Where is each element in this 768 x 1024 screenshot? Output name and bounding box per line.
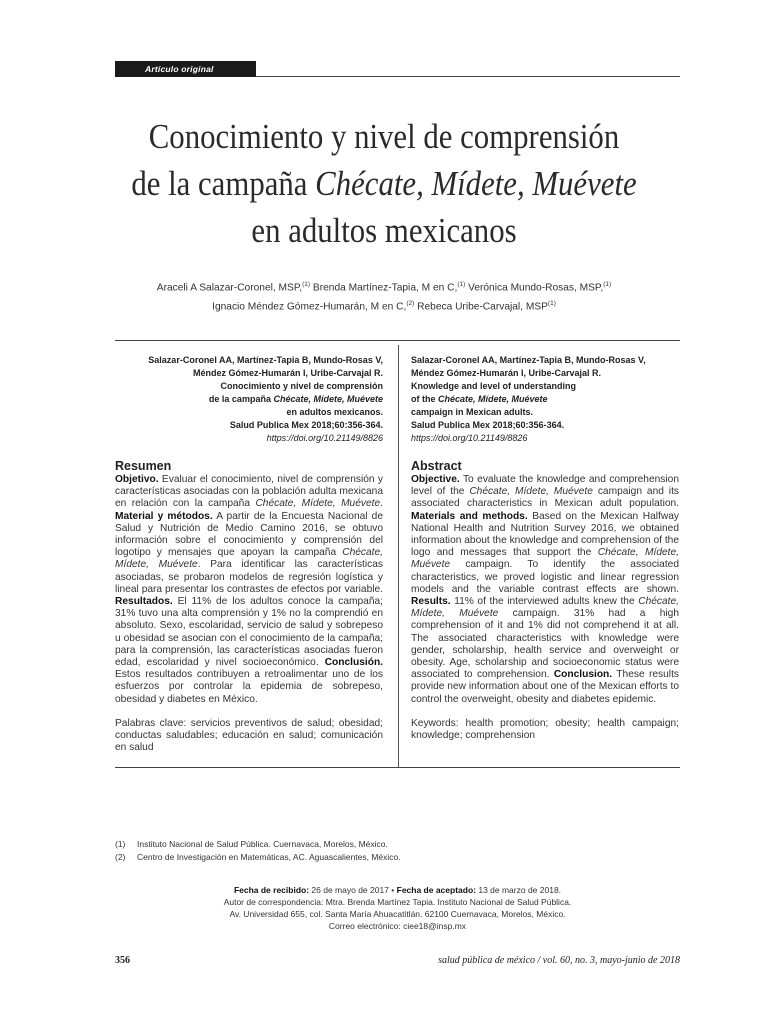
author-2-affil: (1) — [457, 281, 466, 288]
citation-es-line-4 — [115, 393, 383, 406]
author-1-affil: (1) — [302, 281, 311, 288]
resumen-body — [115, 474, 383, 706]
received-date: 26 de mayo de 2017 • — [309, 885, 397, 895]
citation-es-line-1: Salazar-Coronel AA, Martínez-Tapia B, Mundo-Rosas V, — [148, 355, 383, 365]
resumen-methods-text: A partir de la Encuesta Nacional de Salud y Nutrición de Medio Camino 2016, se obtuvo información sobre el conocimiento y comprensión del logotipo y mensajes que apoyan la campaña — [115, 510, 383, 559]
title-line-1: Conocimiento y nivel de comprensión — [148, 117, 620, 156]
resumen-results-label: Resultados. — [115, 596, 173, 608]
abstract-objective-label: Objective. — [411, 474, 460, 485]
resumen-objective-campaign: Chécate, Mídete, Muévete — [255, 498, 381, 510]
resumen-methods-end: . Para identificar las características asociadas, se probaron modelos de regresión logística y lineal para presentar los contrastes de efectos por variable. — [115, 559, 383, 595]
correspondence-address: Av. Universidad 655, col. Santa María Ahuacatitlán. 62100 Cuernavaca, Morelos, México. — [229, 909, 566, 919]
citation-en-line-3: Knowledge and level of understanding — [411, 381, 577, 391]
abstract-methods-end: campaign. To identify the associated characteristics, we proved logistic and linear regression models and the variable contrast effects are shown. — [411, 559, 679, 595]
abstract-objective-campaign: Chécate, Mídete, Muévete — [469, 486, 593, 498]
abstract-methods-campaign: Chécate, Mídete, Muévete — [411, 547, 679, 571]
citation-es-doi-link[interactable]: https://doi.org/10.21149/8826 — [266, 433, 383, 443]
citation-en-journal: Salud Publica Mex 2018;60:356-364. — [411, 420, 565, 430]
author-3: Verónica Mundo-Rosas, MSP, — [465, 282, 604, 294]
affiliation-1-number: (1) — [115, 839, 126, 849]
citation-en-line-1: Salazar-Coronel AA, Martínez-Tapia B, Mundo-Rosas V, — [411, 355, 646, 365]
affiliations — [115, 838, 675, 864]
accepted-label: Fecha de aceptado: — [396, 885, 476, 895]
citation-es-line-5: en adultos mexicanos. — [286, 407, 383, 417]
abstract-methods-label: Materials and methods. — [411, 510, 528, 522]
affiliation-1 — [115, 838, 675, 851]
title-line-2 — [116, 160, 651, 207]
column-divider — [398, 345, 399, 767]
abstract-results-text: 11% of the interviewed adults knew the — [450, 596, 639, 608]
abstract-methods-text: Based on the Mexican Halfway National Health and Nutrition Survey 2016, we obtained information about the knowledge and comprehension of the logo and messages that support the — [411, 510, 679, 559]
abstract-body — [411, 474, 679, 706]
citation-es-journal: Salud Publica Mex 2018;60:356-364. — [229, 420, 383, 430]
citation-en-doi-link[interactable]: https://doi.org/10.21149/8826 — [411, 433, 528, 443]
citation-en-campaign: Chécate, Mídete, Muévete — [438, 394, 548, 404]
received-label: Fecha de recibido: — [233, 885, 310, 895]
author-5: Rebeca Uribe-Carvajal, MSP — [414, 301, 548, 313]
abstract-conclusion-text: These results provide new information about one of the Mexican efforts to control the overweight, obesity and diabetes epidemic. — [411, 669, 679, 705]
abstract-bottom-rule — [115, 767, 680, 768]
resumen-methods-label: Material y métodos. — [115, 510, 213, 522]
title-line-2-prefix: de la campaña — [131, 164, 316, 203]
citation-english — [411, 354, 679, 445]
affiliation-2 — [115, 851, 675, 864]
resumen-results-text: El 11% de los adultos conoce la campaña; 31% tuvo una alta comprensión y 1% no la comprendió en absoluto. Sexo, escolaridad, servicio de salud y sobrepeso u obesidad se asocian con el conocimiento de la campaña; para la comprensión, las características asociadas fueron edad, escolaridad y nivel socioeconómico. — [115, 596, 383, 669]
abstract-conclusion-label: Conclusion. — [553, 669, 613, 681]
citation-en-line-2: Méndez Gómez-Humarán I, Uribe-Carvajal R. — [411, 368, 602, 378]
abstract-top-rule — [115, 340, 680, 341]
resumen-heading: Resumen — [115, 459, 172, 473]
citation-es-line-2: Méndez Gómez-Humarán I, Uribe-Carvajal R. — [192, 368, 383, 378]
affiliation-2-number: (2) — [115, 852, 126, 862]
correspondence-email[interactable]: Correo electrónico: ciee18@insp.mx — [328, 921, 467, 931]
author-4-affil: (2) — [406, 300, 415, 308]
page-number: 356 — [115, 955, 130, 966]
resumen-methods-campaign: Chécate, Mídete, Muévete — [115, 547, 383, 571]
citation-en-line-4a: of the — [411, 394, 438, 404]
abstract-results-end: campaign. 31% had a high comprehension of it and 1% did not comprehend it at all. The associated characteristics with knowledge were gender, scholarship, health service and overweight or obesity. Age, scholarship and socioeconomic status were associated to comprehension. — [411, 608, 679, 681]
corresponding-author: Autor de correspondencia: Mtra. Brenda Martínez Tapia. Instituto Nacional de Salud Pública. — [223, 897, 572, 907]
author-4: Ignacio Méndez Gómez-Humarán, M en C, — [212, 301, 407, 313]
accepted-date: 13 de marzo de 2018. — [475, 885, 562, 895]
citation-spanish — [115, 354, 383, 445]
dates-line — [115, 884, 680, 896]
title-line-2-italic: Chécate, Mídete, Muévete — [315, 164, 637, 203]
abstract-objective-text: To evaluate the knowledge and comprehension level of the — [411, 474, 679, 498]
resumen-conclusion-text: Estos resultados contribuyen a retroalimentar uno de los esfuerzos por controlar la epidemia de sobrepeso, obesidad y diabetes en México. — [115, 669, 383, 705]
article-title — [116, 113, 651, 254]
resumen-objective-label: Objetivo. — [115, 474, 159, 485]
citation-es-line-3: Conocimiento y nivel de comprensión — [220, 381, 383, 391]
citation-es-line-4a: de la campaña — [208, 394, 274, 404]
section-tag: Artículo original — [115, 61, 256, 77]
correspondence-block — [115, 884, 680, 932]
author-5-affil: (1) — [547, 300, 556, 308]
author-2: Brenda Martínez-Tapia, M en C, — [310, 282, 458, 294]
header-rule — [256, 76, 680, 77]
journal-footer: salud pública de méxico / vol. 60, no. 3, mayo-junio de 2018 — [438, 955, 680, 966]
keywords: Keywords: health promotion; obesity; health campaign; knowledge; comprehension — [411, 718, 679, 742]
title-line-3: en adultos mexicanos — [251, 211, 517, 250]
abstract-objective-end: campaign and its associated characteristics in Mexican adult population. — [411, 486, 679, 510]
resumen-objective-end: . — [380, 498, 383, 510]
resumen-conclusion-label: Conclusión. — [324, 657, 383, 669]
abstract-results-label: Results. — [411, 596, 451, 608]
affiliation-2-text: Centro de Investigación en Matemáticas, AC. Aguascalientes, México. — [137, 852, 401, 862]
palabras-clave: Palabras clave: servicios preventivos de salud; obesidad; conductas saludables; educación en salud; comunicación en salud — [115, 718, 383, 754]
abstract-heading: Abstract — [411, 459, 462, 473]
affiliation-1-text: Instituto Nacional de Salud Pública. Cuernavaca, Morelos, México. — [137, 839, 388, 849]
abstract-results-campaign: Chécate, Mídete, Muévete — [411, 596, 679, 620]
author-3-affil: (1) — [603, 281, 612, 288]
citation-en-line-4 — [411, 393, 679, 406]
citation-es-campaign: Chécate, Mídete, Muévete — [273, 394, 383, 404]
resumen-objective-text: Evaluar el conocimiento, nivel de comprensión y características asociadas con la población adulta mexicana en relación con la campaña — [115, 474, 383, 510]
author-list — [90, 277, 678, 316]
citation-en-line-5: campaign in Mexican adults. — [411, 407, 534, 417]
author-1: Araceli A Salazar-Coronel, MSP, — [156, 282, 303, 294]
